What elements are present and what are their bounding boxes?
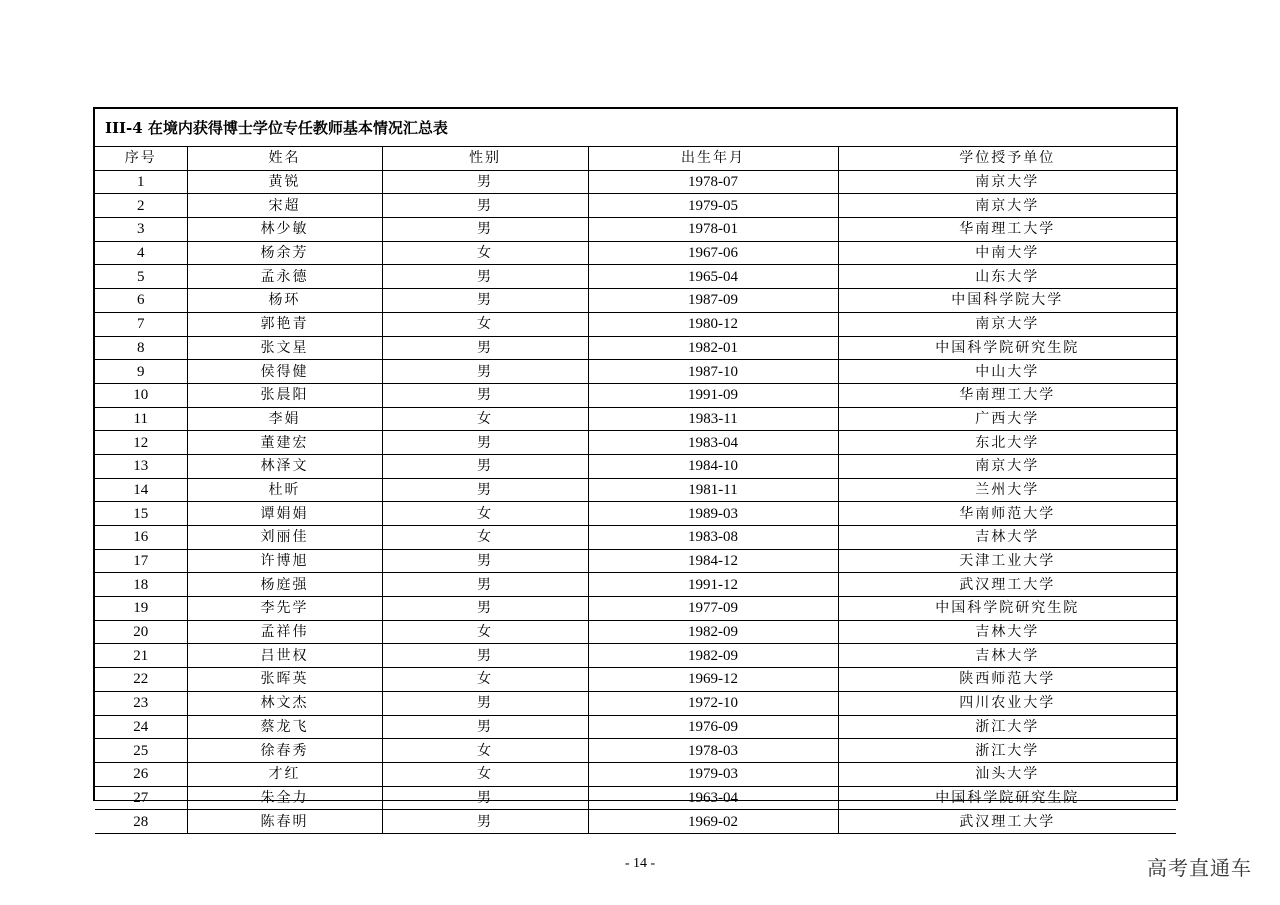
- table-row: [95, 786, 1176, 810]
- cell-name: 宋超: [187, 194, 382, 218]
- cell-seq: 10: [95, 383, 187, 407]
- table-title: III-4 在境内获得博士学位专任教师基本情况汇总表: [95, 109, 1176, 147]
- cell-institution: 吉林大学: [838, 620, 1176, 644]
- cell-institution: 华南理工大学: [838, 218, 1176, 242]
- cell-sex: 女: [382, 526, 588, 550]
- table-row: [95, 502, 1176, 526]
- cell-institution: 广西大学: [838, 407, 1176, 431]
- cell-birth: 1983-08: [588, 526, 838, 550]
- cell-sex: 女: [382, 407, 588, 431]
- table-row: [95, 762, 1176, 786]
- cell-institution: 吉林大学: [838, 644, 1176, 668]
- cell-name: 陈春明: [187, 810, 382, 834]
- table-row: [95, 360, 1176, 384]
- cell-institution: 中国科学院研究生院: [838, 336, 1176, 360]
- cell-sex: 女: [382, 739, 588, 763]
- table-row: [95, 431, 1176, 455]
- cell-sex: 女: [382, 241, 588, 265]
- cell-birth: 1969-12: [588, 668, 838, 692]
- table-row: [95, 194, 1176, 218]
- table-row: [95, 644, 1176, 668]
- cell-name: 郭艳青: [187, 312, 382, 336]
- cell-institution: 南京大学: [838, 454, 1176, 478]
- cell-seq: 5: [95, 265, 187, 289]
- cell-birth: 1991-12: [588, 573, 838, 597]
- cell-seq: 8: [95, 336, 187, 360]
- cell-sex: 男: [382, 691, 588, 715]
- cell-sex: 女: [382, 312, 588, 336]
- table-row: [95, 691, 1176, 715]
- cell-name: 李先学: [187, 597, 382, 621]
- cell-birth: 1987-09: [588, 289, 838, 313]
- cell-seq: 18: [95, 573, 187, 597]
- cell-institution: 南京大学: [838, 312, 1176, 336]
- cell-sex: 男: [382, 218, 588, 242]
- cell-birth: 1978-07: [588, 170, 838, 194]
- cell-seq: 17: [95, 549, 187, 573]
- cell-institution: 东北大学: [838, 431, 1176, 455]
- cell-seq: 1: [95, 170, 187, 194]
- cell-institution: 南京大学: [838, 170, 1176, 194]
- cell-name: 林文杰: [187, 691, 382, 715]
- cell-birth: 1984-12: [588, 549, 838, 573]
- cell-birth: 1965-04: [588, 265, 838, 289]
- page-number: - 14 -: [624, 856, 656, 871]
- cell-name: 谭娟娟: [187, 502, 382, 526]
- cell-name: 杨庭强: [187, 573, 382, 597]
- cell-seq: 19: [95, 597, 187, 621]
- cell-birth: 1987-10: [588, 360, 838, 384]
- cell-birth: 1979-03: [588, 762, 838, 786]
- cell-institution: 武汉理工大学: [838, 810, 1176, 834]
- table-row: [95, 170, 1176, 194]
- cell-sex: 男: [382, 360, 588, 384]
- cell-institution: 武汉理工大学: [838, 573, 1176, 597]
- cell-sex: 女: [382, 668, 588, 692]
- cell-name: 董建宏: [187, 431, 382, 455]
- cell-institution: 汕头大学: [838, 762, 1176, 786]
- cell-name: 吕世权: [187, 644, 382, 668]
- cell-name: 许博旭: [187, 549, 382, 573]
- cell-seq: 11: [95, 407, 187, 431]
- table-header-row: [95, 147, 1176, 170]
- cell-birth: 1979-05: [588, 194, 838, 218]
- cell-seq: 2: [95, 194, 187, 218]
- cell-name: 朱全力: [187, 786, 382, 810]
- cell-name: 侯得健: [187, 360, 382, 384]
- cell-institution: 中国科学院研究生院: [838, 597, 1176, 621]
- cell-sex: 男: [382, 170, 588, 194]
- cell-sex: 男: [382, 383, 588, 407]
- cell-birth: 1981-11: [588, 478, 838, 502]
- cell-sex: 男: [382, 786, 588, 810]
- column-header-sex: 性别: [382, 147, 588, 170]
- cell-sex: 男: [382, 644, 588, 668]
- cell-seq: 27: [95, 786, 187, 810]
- cell-name: 李娟: [187, 407, 382, 431]
- cell-institution: 中山大学: [838, 360, 1176, 384]
- cell-name: 张晨阳: [187, 383, 382, 407]
- cell-seq: 3: [95, 218, 187, 242]
- cell-birth: 1984-10: [588, 454, 838, 478]
- cell-birth: 1983-04: [588, 431, 838, 455]
- cell-sex: 男: [382, 715, 588, 739]
- column-header-seq: 序号: [95, 147, 187, 170]
- watermark: 高考直通车: [1147, 856, 1252, 880]
- cell-institution: 南京大学: [838, 194, 1176, 218]
- cell-seq: 16: [95, 526, 187, 550]
- cell-institution: 中南大学: [838, 241, 1176, 265]
- cell-birth: 1963-04: [588, 786, 838, 810]
- cell-seq: 7: [95, 312, 187, 336]
- cell-name: 杨环: [187, 289, 382, 313]
- cell-institution: 华南理工大学: [838, 383, 1176, 407]
- cell-name: 杜昕: [187, 478, 382, 502]
- cell-sex: 男: [382, 573, 588, 597]
- cell-birth: 1991-09: [588, 383, 838, 407]
- table-row: [95, 668, 1176, 692]
- cell-sex: 男: [382, 194, 588, 218]
- cell-birth: 1978-01: [588, 218, 838, 242]
- table-row: [95, 312, 1176, 336]
- column-header-institution: 学位授予单位: [838, 147, 1176, 170]
- table-row: [95, 265, 1176, 289]
- cell-institution: 中国科学院研究生院: [838, 786, 1176, 810]
- cell-institution: 天津工业大学: [838, 549, 1176, 573]
- cell-seq: 24: [95, 715, 187, 739]
- cell-sex: 男: [382, 336, 588, 360]
- table-row: [95, 597, 1176, 621]
- table-body: [95, 170, 1176, 833]
- cell-name: 孟祥伟: [187, 620, 382, 644]
- cell-seq: 14: [95, 478, 187, 502]
- cell-name: 林少敏: [187, 218, 382, 242]
- cell-sex: 男: [382, 431, 588, 455]
- cell-name: 才红: [187, 762, 382, 786]
- cell-birth: 1982-01: [588, 336, 838, 360]
- table-row: [95, 218, 1176, 242]
- cell-name: 杨余芳: [187, 241, 382, 265]
- cell-seq: 22: [95, 668, 187, 692]
- cell-sex: 男: [382, 289, 588, 313]
- cell-seq: 12: [95, 431, 187, 455]
- teacher-table: [95, 147, 1176, 834]
- cell-birth: 1982-09: [588, 644, 838, 668]
- column-header-birth: 出生年月: [588, 147, 838, 170]
- cell-birth: 1967-06: [588, 241, 838, 265]
- cell-birth: 1977-09: [588, 597, 838, 621]
- table-row: [95, 620, 1176, 644]
- cell-birth: 1982-09: [588, 620, 838, 644]
- table-row: [95, 336, 1176, 360]
- cell-seq: 25: [95, 739, 187, 763]
- cell-name: 张文星: [187, 336, 382, 360]
- cell-sex: 男: [382, 549, 588, 573]
- cell-institution: 浙江大学: [838, 715, 1176, 739]
- table-row: [95, 454, 1176, 478]
- cell-birth: 1983-11: [588, 407, 838, 431]
- cell-birth: 1969-02: [588, 810, 838, 834]
- cell-seq: 6: [95, 289, 187, 313]
- cell-name: 黄锐: [187, 170, 382, 194]
- cell-seq: 20: [95, 620, 187, 644]
- cell-birth: 1972-10: [588, 691, 838, 715]
- cell-name: 孟永德: [187, 265, 382, 289]
- cell-sex: 男: [382, 597, 588, 621]
- table-row: [95, 526, 1176, 550]
- table-row: [95, 241, 1176, 265]
- table-row: [95, 478, 1176, 502]
- cell-sex: 男: [382, 265, 588, 289]
- cell-institution: 兰州大学: [838, 478, 1176, 502]
- cell-sex: 男: [382, 478, 588, 502]
- cell-seq: 15: [95, 502, 187, 526]
- cell-institution: 吉林大学: [838, 526, 1176, 550]
- cell-birth: 1976-09: [588, 715, 838, 739]
- table-row: [95, 810, 1176, 834]
- cell-sex: 男: [382, 810, 588, 834]
- cell-birth: 1989-03: [588, 502, 838, 526]
- column-header-name: 姓名: [187, 147, 382, 170]
- cell-institution: 浙江大学: [838, 739, 1176, 763]
- table-row: [95, 573, 1176, 597]
- cell-seq: 13: [95, 454, 187, 478]
- cell-institution: 山东大学: [838, 265, 1176, 289]
- summary-table-frame: [93, 107, 1178, 830]
- table-row: [95, 383, 1176, 407]
- table-row: [95, 549, 1176, 573]
- cell-seq: 26: [95, 762, 187, 786]
- cell-name: 蔡龙飞: [187, 715, 382, 739]
- cell-institution: 陕西师范大学: [838, 668, 1176, 692]
- table-row: [95, 715, 1176, 739]
- cell-birth: 1978-03: [588, 739, 838, 763]
- cell-seq: 21: [95, 644, 187, 668]
- cell-name: 林泽文: [187, 454, 382, 478]
- cell-sex: 女: [382, 762, 588, 786]
- cell-institution: 四川农业大学: [838, 691, 1176, 715]
- table-row: [95, 407, 1176, 431]
- cell-sex: 女: [382, 620, 588, 644]
- cell-name: 刘丽佳: [187, 526, 382, 550]
- cell-sex: 女: [382, 502, 588, 526]
- cell-seq: 9: [95, 360, 187, 384]
- cell-seq: 23: [95, 691, 187, 715]
- cell-seq: 4: [95, 241, 187, 265]
- cell-name: 徐春秀: [187, 739, 382, 763]
- cell-sex: 男: [382, 454, 588, 478]
- cell-institution: 中国科学院大学: [838, 289, 1176, 313]
- cell-seq: 28: [95, 810, 187, 834]
- cell-institution: 华南师范大学: [838, 502, 1176, 526]
- cell-birth: 1980-12: [588, 312, 838, 336]
- cell-name: 张晖英: [187, 668, 382, 692]
- table-row: [95, 739, 1176, 763]
- table-row: [95, 289, 1176, 313]
